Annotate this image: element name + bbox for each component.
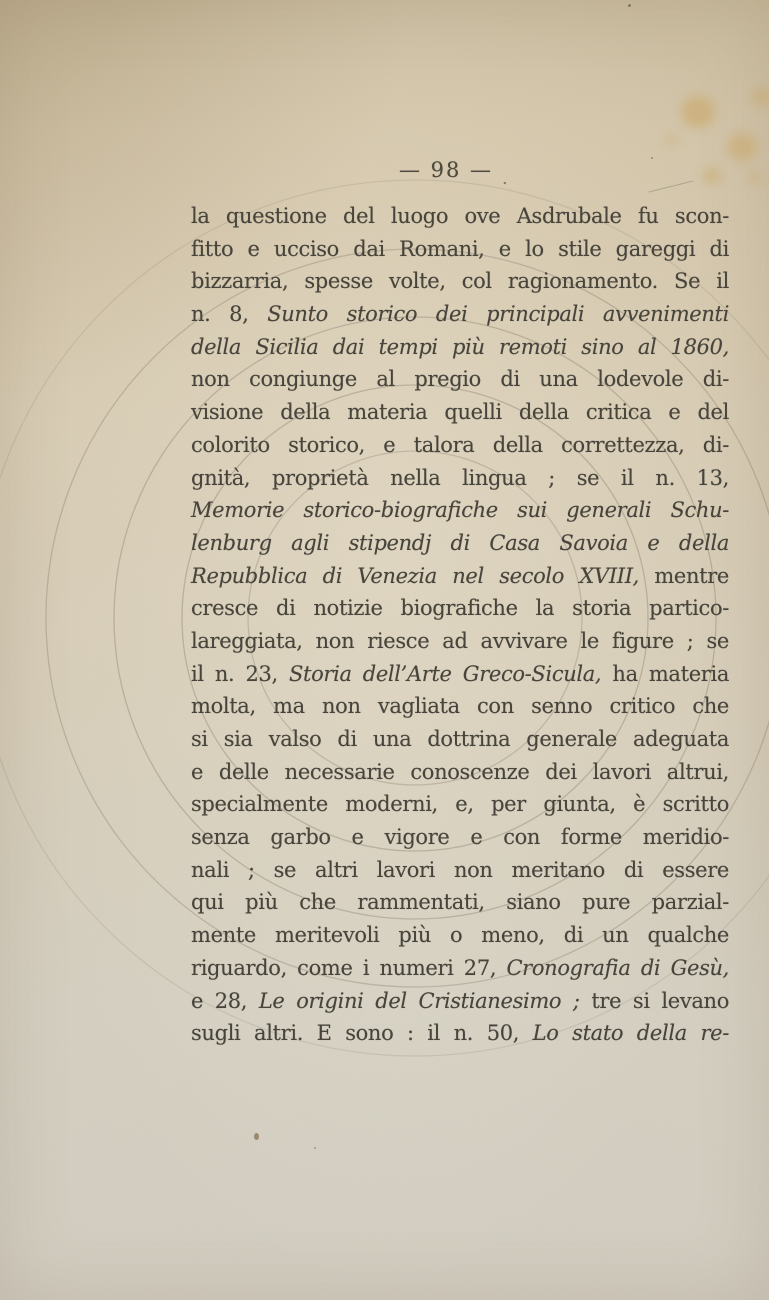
italic-title-segment: Repubblica di Venezia nel secolo XVIII, — [191, 563, 639, 588]
text-line — [191, 788, 729, 821]
page-number-dot: . — [502, 168, 508, 189]
text-line — [191, 494, 729, 527]
page-number: — 98 — — [398, 158, 494, 182]
text-segment: bizzarria, spesse volte, col ragionamento. Se il — [191, 269, 729, 294]
text-line — [191, 233, 729, 266]
text-segment: cresce di notizie biografiche la storia partico- — [191, 596, 729, 621]
text-segment: e delle necessarie conoscenze dei lavori altrui, — [191, 759, 729, 784]
text-line — [191, 756, 729, 789]
text-segment: non congiunge al pregio di una lodevole di- — [191, 367, 729, 392]
text-line — [191, 298, 729, 331]
text-segment: lareggiata, non riesce ad avvivare le figure ; se — [191, 628, 729, 653]
foxing-stain — [666, 134, 678, 145]
text-line — [191, 690, 729, 723]
text-block — [191, 200, 729, 1050]
text-segment: molta, ma non vagliata con senno critico che — [191, 694, 729, 719]
text-line — [191, 1017, 729, 1050]
text-line — [191, 560, 729, 593]
text-segment: si sia valso di una dottrina generale adeguata — [191, 727, 729, 751]
text-line — [191, 527, 729, 560]
italic-title-segment: Lo stato della re- — [532, 1021, 729, 1046]
ink-speck — [314, 1147, 316, 1149]
text-segment: nali ; se altri lavori non meritano di essere — [191, 857, 729, 882]
foxing-stain — [681, 96, 715, 128]
text-line — [191, 658, 729, 691]
text-segment: tre si levano — [579, 988, 729, 1013]
ink-speck — [628, 4, 631, 7]
text-line — [191, 919, 729, 952]
text-segment: visione della materia quelli della critica e del — [191, 400, 729, 425]
text-line — [191, 363, 729, 396]
text-line — [191, 985, 729, 1018]
text-segment: sugli altri. E sono : il n. 50, — [191, 1021, 533, 1046]
text-segment: ha materia — [601, 661, 729, 686]
italic-title-segment: Memorie storico-biografiche sui generali Schu- — [191, 498, 729, 523]
text-segment: il n. 23, — [191, 661, 289, 686]
text-segment: mente meritevoli più o meno, di un qualche — [191, 923, 729, 948]
foxing-stain — [752, 88, 769, 106]
italic-title-segment: Sunto storico dei principali avvenimenti — [267, 302, 729, 327]
foxing-stain — [703, 168, 721, 184]
text-line — [191, 821, 729, 854]
text-line — [191, 723, 729, 756]
scratch-mark — [649, 180, 694, 192]
text-segment: fitto e ucciso dai Romani, e lo stile gareggi di — [191, 236, 729, 261]
text-segment: la questione del luogo ove Asdrubale fu scon- — [191, 204, 729, 228]
text-line — [191, 625, 729, 658]
text-segment: specialmente moderni, e, per giunta, è scritto — [191, 792, 729, 817]
text-line — [191, 331, 729, 364]
text-segment: e 28, — [191, 988, 259, 1013]
text-line — [191, 592, 729, 625]
text-line — [191, 396, 729, 429]
italic-title-segment: Cronografia di Gesù, — [506, 955, 729, 980]
foxing-stain — [748, 172, 762, 184]
text-segment: gnità, proprietà nella lingua ; se il n. 13, — [191, 465, 729, 490]
text-segment: riguardo, come i numeri 27, — [191, 955, 507, 980]
text-segment: colorito storico, e talora della correttezza, di- — [191, 432, 729, 457]
text-line — [191, 854, 729, 887]
ink-speck — [651, 157, 653, 159]
text-line — [191, 200, 729, 233]
italic-title-segment: lenburg agli stipendj di Casa Savoia e della — [191, 530, 729, 555]
text-line — [191, 429, 729, 462]
italic-title-segment: della Sicilia dai tempi più remoti sino al 1860, — [191, 334, 729, 359]
italic-title-segment: Storia dell’Arte Greco-Sicula, — [288, 661, 602, 686]
text-segment: qui più che rammentati, siano pure parzial- — [191, 890, 729, 915]
ink-speck — [254, 1133, 259, 1140]
text-line — [191, 952, 729, 985]
foxing-stain — [727, 133, 757, 161]
text-line — [191, 265, 729, 298]
text-line — [191, 462, 729, 495]
text-segment: n. 8, — [191, 302, 268, 327]
text-segment: mentre — [638, 563, 729, 588]
text-line — [191, 886, 729, 919]
text-segment: senza garbo e vigore e con forme meridio- — [191, 825, 729, 850]
italic-title-segment: Le origini del Cristianesimo ; — [258, 988, 580, 1013]
